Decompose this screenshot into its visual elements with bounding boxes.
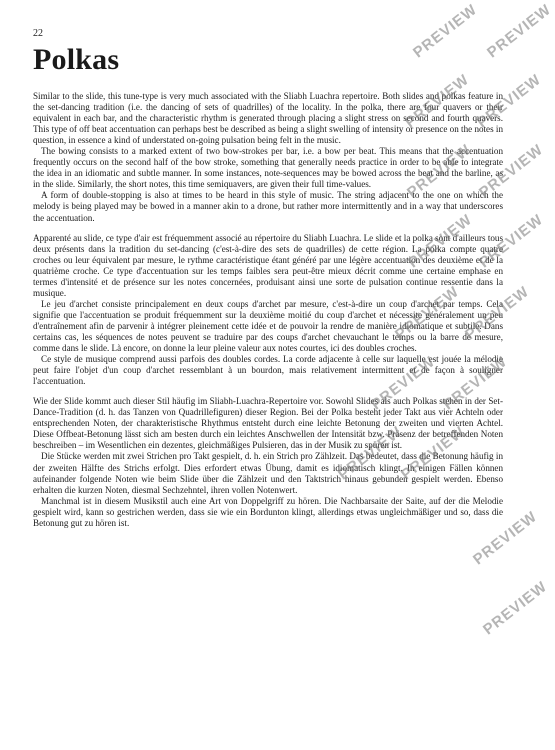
page-title: Polkas bbox=[33, 43, 120, 76]
preview-watermark: PREVIEW bbox=[392, 283, 463, 344]
preview-watermark: PREVIEW bbox=[368, 353, 439, 414]
paragraph-de-2: Die Stücke werden mit zwei Strichen pro Takt gespielt, d. h. ein Strich pro Zählzeit. Das bedeutet, dass die Betonung häufig in der zweiten Hälfte des Strichs erfolgt. Dies erfordert etwas Übung, damit es idiomatisch klingt. In einigen Fällen können aufeinander folgende Noten wie beim Slide über die Zählzeit und den Taktstrich hinaus gebunden gespielt werden. Ebenso erhalten die kurzen Noten, diesmal Sechzehntel, ihren vollen Notenwert. bbox=[33, 451, 503, 495]
section-english bbox=[33, 91, 503, 224]
preview-watermark: PREVIEW bbox=[398, 423, 469, 484]
paragraph-en-3: A form of double-stopping is also at times to be heard in this style of music. The string adjacent to the one on which the melody is being played may be bowed in a manner akin to a drone, but rather more intermittently and in a way that underscores the accentuation. bbox=[33, 190, 503, 223]
paragraph-de-1: Wie der Slide kommt auch dieser Stil häufig im Sliabh-Luachra-Repertoire vor. Sowohl Slides als auch Polkas stehen in der Set-Dance-Tradition (d. h. das Tanzen von Quadrillefiguren) dieser Region. Bei der Polka besteht jeder Takt aus vier Achteln oder entsprechenden Noten, der charakteristische Rhythmus entsteht durch eine leichte Betonung der zweiten und vierten Achtel. Diese Offbeat-Betonung lässt sich am besten durch ein leichtes Anschwellen der Intensität bzw. Präsenz der betreffenden Noten beschreiben – im Wesentlichen ein dezentes, gleichmäßiges Pulsieren, das in der Musik zu spüren ist. bbox=[33, 396, 503, 451]
paragraph-fr-1: Apparenté au slide, ce type d'air est fréquemment associé au répertoire du Sliabh Luachra. Le slide et la polka sont d'ailleurs tous deux présents dans la tradition du set-dancing (c'est-à-dire des sets de quadrilles) de cette région. La polka compte quatre croches ou leur équivalent par mesure, le rythme caractéristique étant généré par une légère accentuation des deuxième et de la quatrième croche. Ce type d'accentuation sur les temps faibles sera peut-être mieux décrit comme une certaine emphase en termes d'intensité et de présence sur les notes concernées, produisant ainsi une sorte de pulsation continue ressentie dans la musique. bbox=[33, 232, 503, 298]
preview-watermark: PREVIEW bbox=[335, 423, 406, 484]
preview-watermark: PREVIEW bbox=[484, 1, 555, 62]
page-number: 22 bbox=[33, 28, 43, 39]
paragraph-de-3: Manchmal ist in diesem Musikstil auch eine Art von Doppelgriff zu hören. Die Nachbarsaite der Saite, auf der die Melodie gespielt wird, kann so gestrichen werden, dass sie wie ein Bordunton klingt, allerdings etwas ungleichmäßiger und so, dass die Betonung gut zu hören ist. bbox=[33, 495, 503, 528]
preview-watermark: PREVIEW bbox=[410, 1, 481, 62]
preview-watermark: PREVIEW bbox=[405, 211, 476, 272]
paragraph-en-1: Similar to the slide, this tune-type is very much associated with the Sliabh Luachra repertoire. Both slides and polkas feature in the set-dancing tradition (i.e. the dancing of sets of quadrilles) of the locality. In the polka, there are four quavers or their equivalent in each bar, and the characteristic rhythm is generated through placing a slight stress on second and fourth quavers. This type of off beat accentuation can perhaps best be described as being a slight swelling of intensity or presence on the notes in question, in essence a kind of understated on-going pulsation being felt in the music. bbox=[33, 91, 503, 146]
paragraph-en-2: The bowing consists to a marked extent of two bow-strokes per bar, i.e. a bow per beat. This means that the accentuation frequently occurs on the second half of the bow stroke, something that generally needs practice in order to be able to integrate the idea in an idiomatic and subtle manner. In some instances, note-sequences may be bowed across the beat and the barline, as in the slide. Similarly, the short notes, this time semiquavers, are given their full time-values. bbox=[33, 146, 503, 190]
preview-watermark: PREVIEW bbox=[402, 71, 473, 132]
preview-watermark: PREVIEW bbox=[474, 71, 545, 132]
preview-watermark: PREVIEW bbox=[476, 141, 547, 202]
section-german bbox=[33, 396, 503, 529]
section-french bbox=[33, 233, 503, 388]
preview-watermark: PREVIEW bbox=[440, 353, 511, 414]
page-content bbox=[33, 28, 503, 538]
preview-watermark: PREVIEW bbox=[480, 578, 551, 639]
paragraph-fr-3: Ce style de musique comprend aussi parfois des doubles cordes. La corde adjacente à celle sur laquelle est jouée la mélodie peut faire l'objet d'un coup d'archet ressemblant à un bourdon, mais relativement intermittent et de façon à souligner l'accentuation. bbox=[33, 354, 503, 387]
paragraph-fr-2: Le jeu d'archet consiste principalement en deux coups d'archet par mesure, c'est-à-dire un coup d'archet par temps. Cela signifie que l'accentuation se produit fréquemment sur la deuxième moitié du coup d'archet et nécessite généralement un peu d'entraînement afin de parvenir à intégrer pleinement cette idée et de pouvoir la rendre de manière idiomatique et subtile. Dans certains cas, les séquences de notes peuvent se traduire par des coups d'archet chevauchant le temps ou la barre de mesure, comme dans le slide. Là encore, on donne la leur pleine valeur aux notes courtes, ici des doubles croches. bbox=[33, 298, 503, 354]
preview-watermark: PREVIEW bbox=[404, 141, 475, 202]
preview-watermark: PREVIEW bbox=[476, 211, 547, 272]
preview-watermark: PREVIEW bbox=[462, 283, 533, 344]
preview-watermark: PREVIEW bbox=[470, 508, 541, 569]
